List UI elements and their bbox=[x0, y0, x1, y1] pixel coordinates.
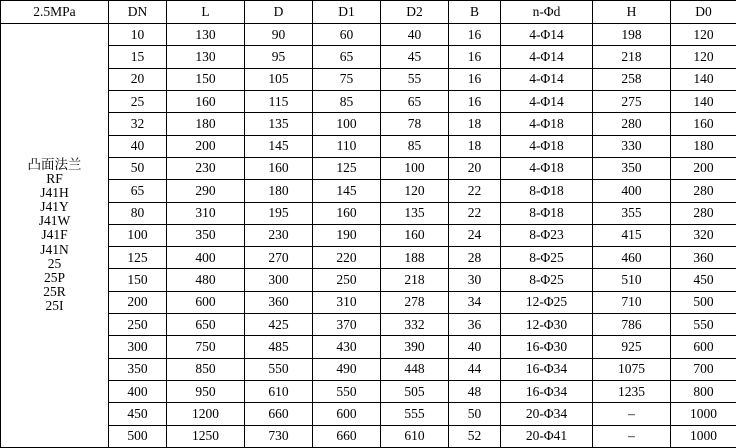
cell-b: 52 bbox=[449, 425, 501, 447]
table-row bbox=[1, 90, 736, 112]
cell-d2: 218 bbox=[381, 269, 449, 291]
cell-d2: 100 bbox=[381, 157, 449, 179]
cell-d: 145 bbox=[245, 135, 313, 157]
cell-d2: 85 bbox=[381, 135, 449, 157]
header-pressure-rating: 2.5MPa bbox=[1, 1, 109, 24]
cell-d0: 120 bbox=[671, 24, 736, 46]
cell-h: 275 bbox=[593, 90, 671, 112]
cell-d0: 200 bbox=[671, 157, 736, 179]
cell-d: 135 bbox=[245, 113, 313, 135]
cell-h: – bbox=[593, 403, 671, 425]
cell-d0: 1000 bbox=[671, 403, 736, 425]
cell-d1: 110 bbox=[313, 135, 381, 157]
cell-b: 22 bbox=[449, 202, 501, 224]
table-row bbox=[1, 180, 736, 202]
cell-d1: 660 bbox=[313, 425, 381, 447]
cell-d0: 700 bbox=[671, 358, 736, 380]
cell-b: 18 bbox=[449, 113, 501, 135]
cell-d1: 430 bbox=[313, 336, 381, 358]
cell-d: 180 bbox=[245, 180, 313, 202]
cell-d2: 120 bbox=[381, 180, 449, 202]
cell-b: 16 bbox=[449, 68, 501, 90]
table-row bbox=[1, 269, 736, 291]
table-row bbox=[1, 291, 736, 313]
cell-dn: 300 bbox=[109, 336, 167, 358]
cell-d1: 190 bbox=[313, 224, 381, 246]
cell-d0: 180 bbox=[671, 135, 736, 157]
table-header bbox=[1, 1, 736, 24]
cell-d: 425 bbox=[245, 314, 313, 336]
cell-h: 350 bbox=[593, 157, 671, 179]
cell-d0: 140 bbox=[671, 68, 736, 90]
table-row bbox=[1, 336, 736, 358]
table-row bbox=[1, 403, 736, 425]
cell-d0: 450 bbox=[671, 269, 736, 291]
table-header-row bbox=[1, 1, 736, 24]
cell-dn: 150 bbox=[109, 269, 167, 291]
cell-d2: 45 bbox=[381, 46, 449, 68]
cell-h: 710 bbox=[593, 291, 671, 313]
table-body bbox=[1, 24, 736, 448]
cell-dn: 350 bbox=[109, 358, 167, 380]
table-row bbox=[1, 247, 736, 269]
cell-bolt-holes: 12-Φ25 bbox=[501, 291, 593, 313]
cell-d0: 120 bbox=[671, 46, 736, 68]
cell-l: 950 bbox=[167, 381, 245, 403]
cell-d1: 310 bbox=[313, 291, 381, 313]
label-line-3: J41Y bbox=[40, 199, 69, 215]
cell-d2: 278 bbox=[381, 291, 449, 313]
cell-bolt-holes: 16-Φ34 bbox=[501, 358, 593, 380]
label-line-5: J41F bbox=[41, 227, 68, 243]
cell-dn: 80 bbox=[109, 202, 167, 224]
label-line-0: 凸面法兰 bbox=[27, 156, 82, 172]
cell-bolt-holes: 4-Φ18 bbox=[501, 113, 593, 135]
cell-d0: 280 bbox=[671, 180, 736, 202]
table-row bbox=[1, 314, 736, 336]
cell-l: 600 bbox=[167, 291, 245, 313]
cell-d0: 550 bbox=[671, 314, 736, 336]
cell-bolt-holes: 8-Φ18 bbox=[501, 202, 593, 224]
label-line-10: 25I bbox=[45, 298, 64, 314]
cell-d2: 135 bbox=[381, 202, 449, 224]
cell-b: 50 bbox=[449, 403, 501, 425]
cell-bolt-holes: 4-Φ14 bbox=[501, 24, 593, 46]
cell-d1: 145 bbox=[313, 180, 381, 202]
cell-dn: 200 bbox=[109, 291, 167, 313]
cell-d0: 500 bbox=[671, 291, 736, 313]
label-line-4: J41W bbox=[38, 213, 71, 229]
cell-b: 22 bbox=[449, 180, 501, 202]
label-line-6: J41N bbox=[40, 241, 69, 257]
cell-d1: 490 bbox=[313, 358, 381, 380]
cell-b: 28 bbox=[449, 247, 501, 269]
table-row bbox=[1, 381, 736, 403]
cell-d: 485 bbox=[245, 336, 313, 358]
cell-bolt-holes: 4-Φ18 bbox=[501, 135, 593, 157]
cell-h: – bbox=[593, 425, 671, 447]
cell-b: 36 bbox=[449, 314, 501, 336]
cell-b: 16 bbox=[449, 90, 501, 112]
cell-l: 130 bbox=[167, 24, 245, 46]
cell-bolt-holes: 4-Φ14 bbox=[501, 46, 593, 68]
cell-d2: 332 bbox=[381, 314, 449, 336]
cell-b: 34 bbox=[449, 291, 501, 313]
cell-l: 850 bbox=[167, 358, 245, 380]
cell-d: 90 bbox=[245, 24, 313, 46]
cell-h: 925 bbox=[593, 336, 671, 358]
cell-d1: 600 bbox=[313, 403, 381, 425]
cell-bolt-holes: 4-Φ14 bbox=[501, 68, 593, 90]
header-dn: DN bbox=[109, 1, 167, 24]
cell-d: 115 bbox=[245, 90, 313, 112]
label-line-9: 25R bbox=[43, 284, 66, 300]
row-group-label-stack bbox=[1, 158, 108, 314]
cell-l: 480 bbox=[167, 269, 245, 291]
cell-d2: 160 bbox=[381, 224, 449, 246]
header-d1: D1 bbox=[313, 1, 381, 24]
cell-dn: 500 bbox=[109, 425, 167, 447]
cell-l: 750 bbox=[167, 336, 245, 358]
cell-h: 415 bbox=[593, 224, 671, 246]
table-row bbox=[1, 157, 736, 179]
cell-bolt-holes: 20-Φ34 bbox=[501, 403, 593, 425]
cell-dn: 32 bbox=[109, 113, 167, 135]
cell-b: 24 bbox=[449, 224, 501, 246]
cell-h: 1235 bbox=[593, 381, 671, 403]
table-row bbox=[1, 46, 736, 68]
header-d: D bbox=[245, 1, 313, 24]
cell-d: 195 bbox=[245, 202, 313, 224]
cell-d2: 448 bbox=[381, 358, 449, 380]
cell-bolt-holes: 20-Φ41 bbox=[501, 425, 593, 447]
cell-h: 218 bbox=[593, 46, 671, 68]
cell-d2: 610 bbox=[381, 425, 449, 447]
cell-d1: 370 bbox=[313, 314, 381, 336]
cell-d1: 125 bbox=[313, 157, 381, 179]
header-h: H bbox=[593, 1, 671, 24]
cell-d: 360 bbox=[245, 291, 313, 313]
table-row bbox=[1, 24, 736, 46]
cell-d0: 320 bbox=[671, 224, 736, 246]
cell-l: 350 bbox=[167, 224, 245, 246]
cell-l: 650 bbox=[167, 314, 245, 336]
cell-bolt-holes: 8-Φ25 bbox=[501, 269, 593, 291]
cell-d1: 160 bbox=[313, 202, 381, 224]
cell-b: 44 bbox=[449, 358, 501, 380]
cell-b: 30 bbox=[449, 269, 501, 291]
table-row bbox=[1, 202, 736, 224]
cell-dn: 100 bbox=[109, 224, 167, 246]
label-line-2: J41H bbox=[40, 184, 69, 200]
cell-dn: 125 bbox=[109, 247, 167, 269]
cell-h: 510 bbox=[593, 269, 671, 291]
cell-d: 550 bbox=[245, 358, 313, 380]
table-row bbox=[1, 135, 736, 157]
cell-h: 355 bbox=[593, 202, 671, 224]
cell-l: 130 bbox=[167, 46, 245, 68]
cell-d: 160 bbox=[245, 157, 313, 179]
cell-d2: 40 bbox=[381, 24, 449, 46]
cell-d0: 140 bbox=[671, 90, 736, 112]
cell-b: 18 bbox=[449, 135, 501, 157]
header-b: B bbox=[449, 1, 501, 24]
cell-b: 20 bbox=[449, 157, 501, 179]
label-line-8: 25P bbox=[43, 269, 65, 285]
cell-h: 1075 bbox=[593, 358, 671, 380]
cell-d: 230 bbox=[245, 224, 313, 246]
cell-d0: 1000 bbox=[671, 425, 736, 447]
cell-dn: 50 bbox=[109, 157, 167, 179]
cell-d2: 55 bbox=[381, 68, 449, 90]
cell-d2: 78 bbox=[381, 113, 449, 135]
cell-d0: 600 bbox=[671, 336, 736, 358]
cell-d: 95 bbox=[245, 46, 313, 68]
cell-bolt-holes: 4-Φ18 bbox=[501, 157, 593, 179]
cell-l: 1200 bbox=[167, 403, 245, 425]
cell-d0: 800 bbox=[671, 381, 736, 403]
cell-l: 200 bbox=[167, 135, 245, 157]
cell-dn: 20 bbox=[109, 68, 167, 90]
label-line-7: 25 bbox=[47, 255, 62, 271]
cell-b: 48 bbox=[449, 381, 501, 403]
table-row bbox=[1, 425, 736, 447]
cell-b: 16 bbox=[449, 24, 501, 46]
cell-d2: 188 bbox=[381, 247, 449, 269]
cell-l: 180 bbox=[167, 113, 245, 135]
cell-bolt-holes: 4-Φ14 bbox=[501, 90, 593, 112]
cell-l: 400 bbox=[167, 247, 245, 269]
cell-h: 258 bbox=[593, 68, 671, 90]
cell-dn: 65 bbox=[109, 180, 167, 202]
header-d2: D2 bbox=[381, 1, 449, 24]
header-bolt-holes: n-Φd bbox=[501, 1, 593, 24]
cell-d: 270 bbox=[245, 247, 313, 269]
cell-h: 400 bbox=[593, 180, 671, 202]
cell-d2: 390 bbox=[381, 336, 449, 358]
cell-d: 660 bbox=[245, 403, 313, 425]
cell-bolt-holes: 12-Φ30 bbox=[501, 314, 593, 336]
cell-d1: 60 bbox=[313, 24, 381, 46]
cell-h: 460 bbox=[593, 247, 671, 269]
cell-dn: 250 bbox=[109, 314, 167, 336]
cell-dn: 25 bbox=[109, 90, 167, 112]
label-line-1: RF bbox=[46, 170, 63, 186]
cell-b: 16 bbox=[449, 46, 501, 68]
cell-dn: 10 bbox=[109, 24, 167, 46]
cell-d: 105 bbox=[245, 68, 313, 90]
table-row bbox=[1, 113, 736, 135]
cell-bolt-holes: 16-Φ30 bbox=[501, 336, 593, 358]
cell-d1: 550 bbox=[313, 381, 381, 403]
cell-bolt-holes: 8-Φ25 bbox=[501, 247, 593, 269]
cell-d0: 280 bbox=[671, 202, 736, 224]
cell-d2: 65 bbox=[381, 90, 449, 112]
cell-bolt-holes: 8-Φ18 bbox=[501, 180, 593, 202]
cell-h: 280 bbox=[593, 113, 671, 135]
cell-l: 290 bbox=[167, 180, 245, 202]
table-row bbox=[1, 224, 736, 246]
header-d0: D0 bbox=[671, 1, 736, 24]
header-l: L bbox=[167, 1, 245, 24]
cell-h: 198 bbox=[593, 24, 671, 46]
cell-l: 1250 bbox=[167, 425, 245, 447]
cell-dn: 400 bbox=[109, 381, 167, 403]
table-row bbox=[1, 68, 736, 90]
cell-bolt-holes: 8-Φ23 bbox=[501, 224, 593, 246]
cell-d1: 100 bbox=[313, 113, 381, 135]
cell-d0: 360 bbox=[671, 247, 736, 269]
cell-d: 610 bbox=[245, 381, 313, 403]
cell-d: 300 bbox=[245, 269, 313, 291]
cell-l: 230 bbox=[167, 157, 245, 179]
cell-d: 730 bbox=[245, 425, 313, 447]
cell-d1: 65 bbox=[313, 46, 381, 68]
cell-l: 310 bbox=[167, 202, 245, 224]
cell-d0: 160 bbox=[671, 113, 736, 135]
cell-d1: 85 bbox=[313, 90, 381, 112]
cell-h: 330 bbox=[593, 135, 671, 157]
cell-d1: 250 bbox=[313, 269, 381, 291]
row-group-label bbox=[1, 24, 109, 448]
cell-d1: 220 bbox=[313, 247, 381, 269]
cell-b: 40 bbox=[449, 336, 501, 358]
cell-l: 160 bbox=[167, 90, 245, 112]
cell-dn: 450 bbox=[109, 403, 167, 425]
cell-l: 150 bbox=[167, 68, 245, 90]
cell-d2: 505 bbox=[381, 381, 449, 403]
cell-dn: 15 bbox=[109, 46, 167, 68]
table-row bbox=[1, 358, 736, 380]
cell-d1: 75 bbox=[313, 68, 381, 90]
cell-h: 786 bbox=[593, 314, 671, 336]
cell-bolt-holes: 16-Φ34 bbox=[501, 381, 593, 403]
cell-d2: 555 bbox=[381, 403, 449, 425]
cell-dn: 40 bbox=[109, 135, 167, 157]
